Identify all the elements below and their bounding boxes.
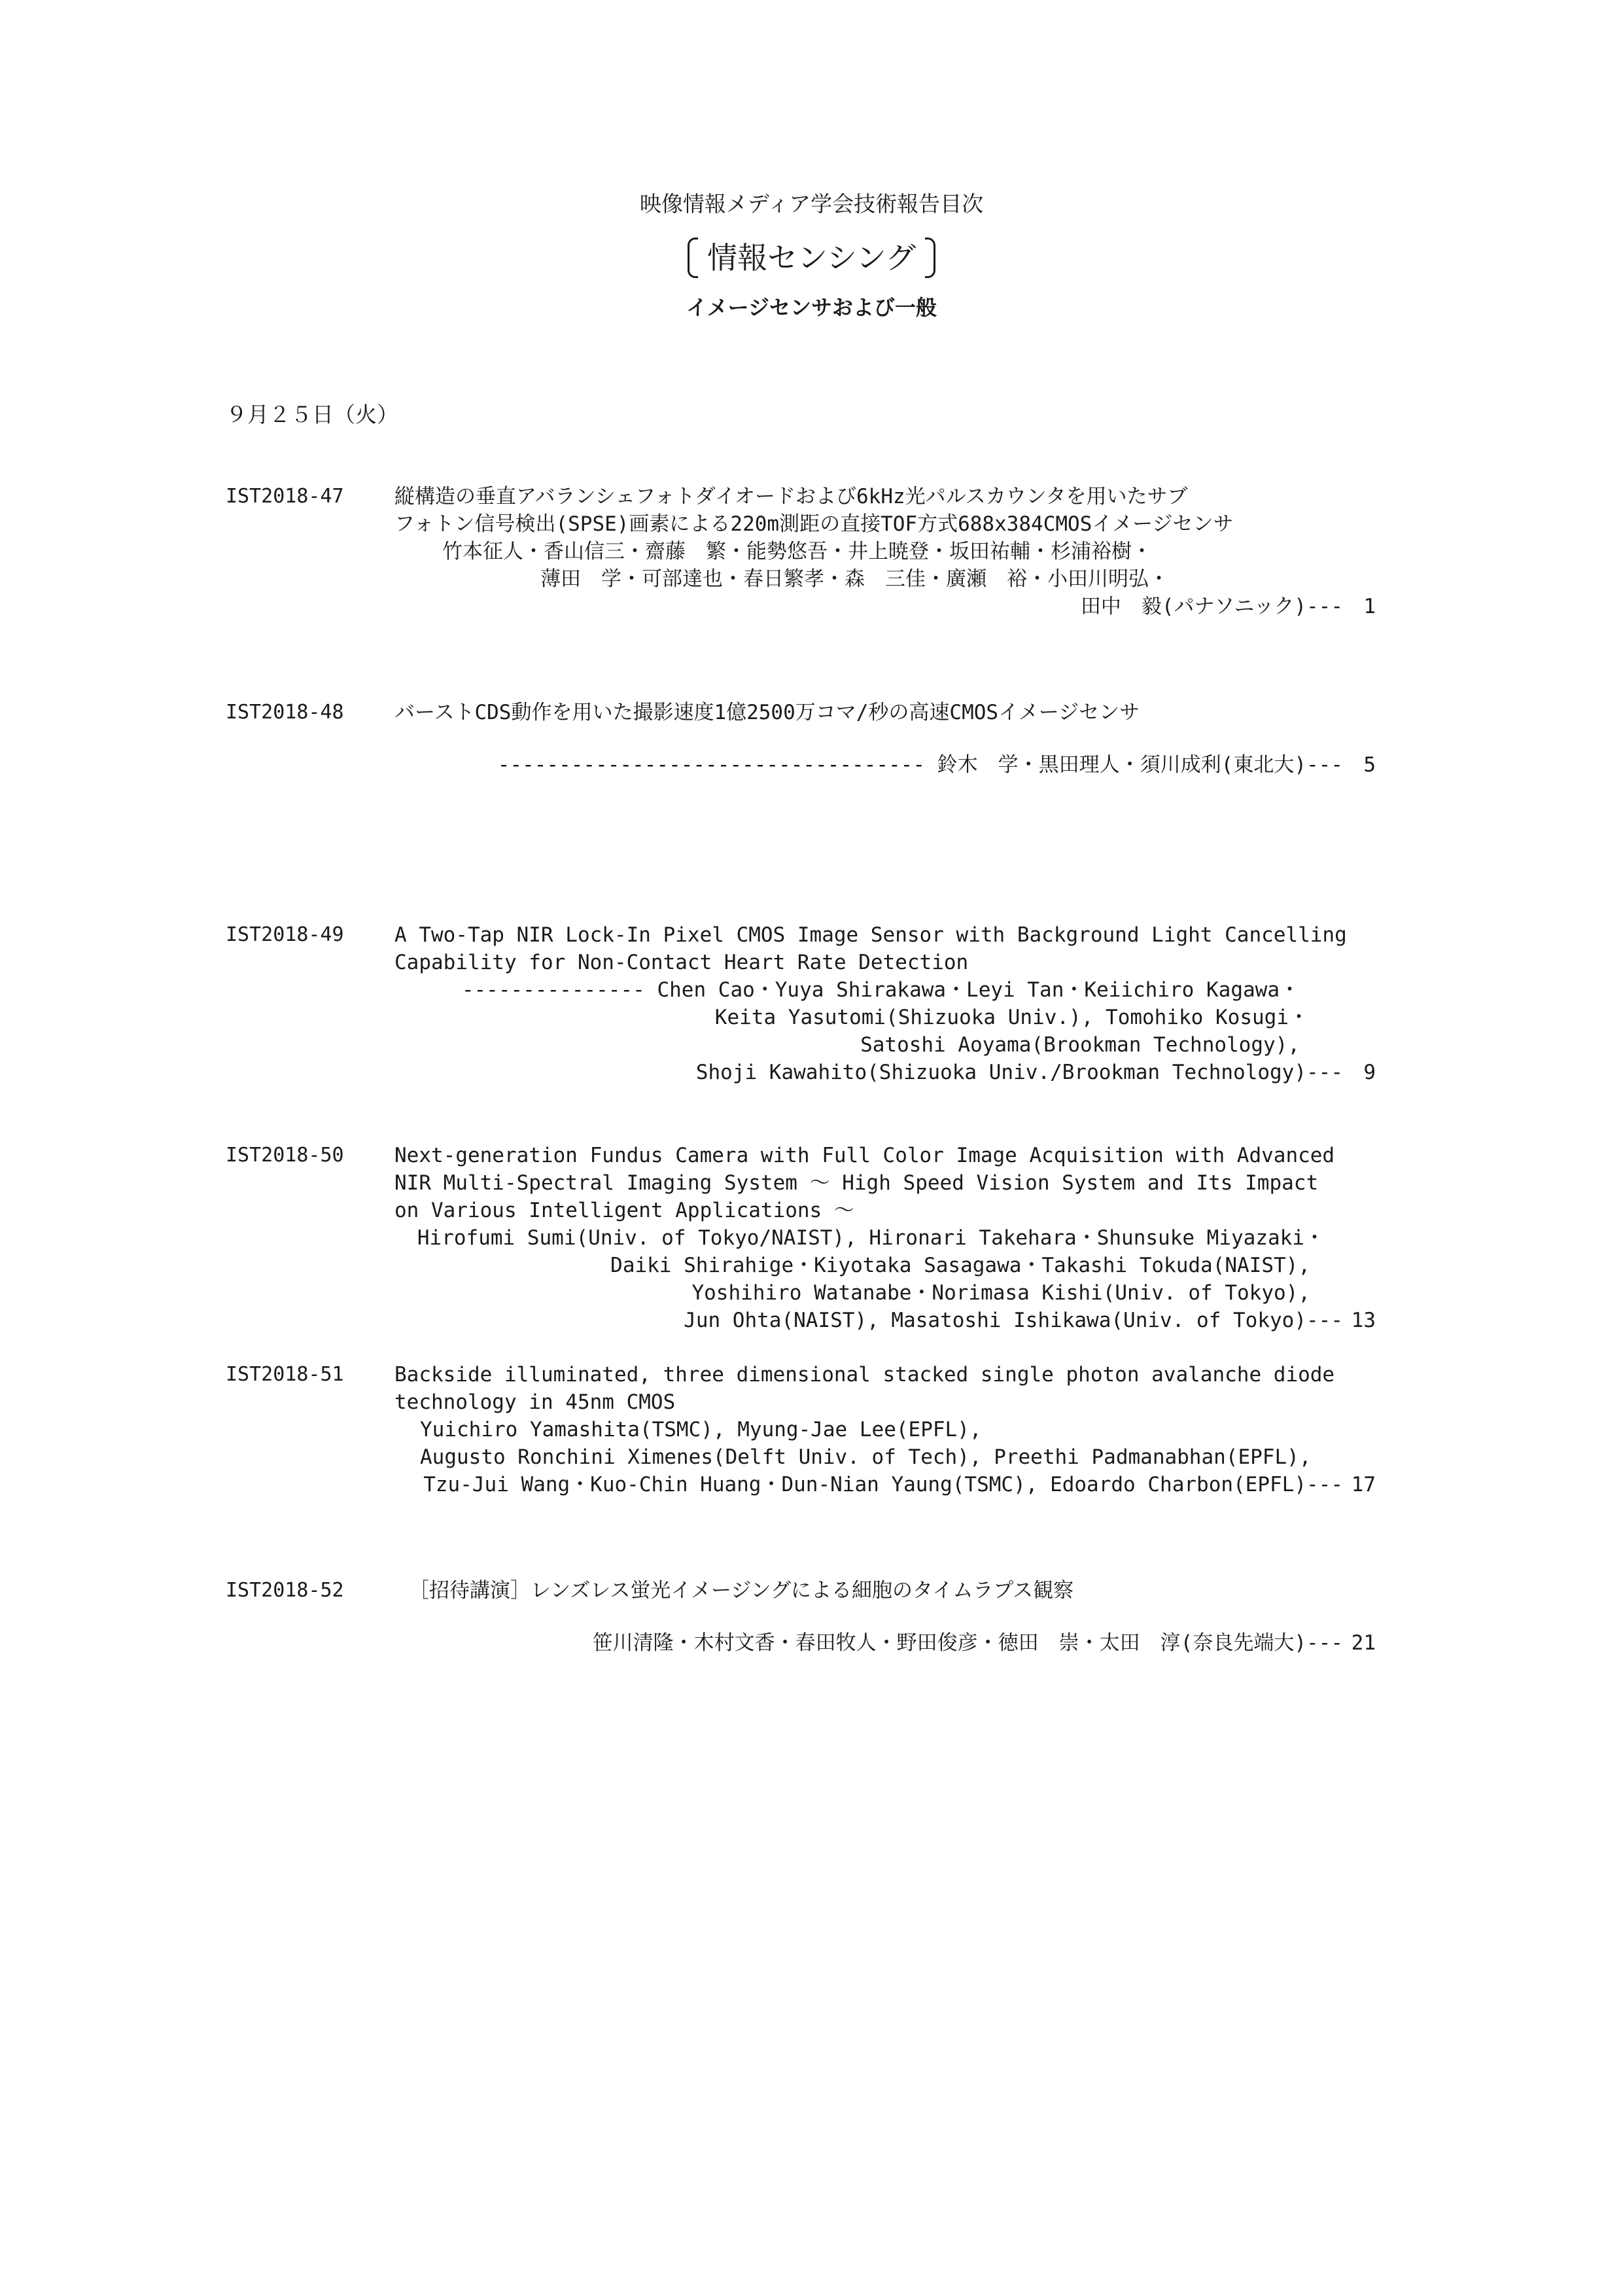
entry-author-line: Yoshihiro Watanabe・Norimasa Kishi(Univ. of Tokyo),	[691, 1281, 1310, 1305]
entry-title-line: A Two-Tap NIR Lock-In Pixel CMOS Image Sensor with Background Light Cancelling	[394, 923, 1347, 947]
entry-title-line: バーストCDS動作を用いた撮影速度1億2500万コマ/秒の高速CMOSイメージセンサ	[394, 701, 1140, 724]
entry-author-line: --------------- Chen Cao・Yuya Shirakawa・Leyi Tan・Keiichiro Kagawa・	[461, 978, 1300, 1002]
entry-author-line: Satoshi Aoyama(Brookman Technology),	[860, 1033, 1300, 1057]
entry-author-line: ----------------------------------- 鈴木 学・黒田理人・須川成利(東北大)---	[497, 753, 1343, 777]
entry-author-line: 笹川清隆・木村文香・春田牧人・野田俊彦・徳田 崇・太田 淳(奈良先端大)---	[592, 1631, 1343, 1655]
right-bracket-icon	[925, 238, 935, 278]
session-date: ９月２５日（火）	[226, 402, 398, 427]
entry-author-line: Augusto Ronchini Ximenes(Delft Univ. of Tech), Preethi Padmanabhan(EPFL),	[420, 1445, 1312, 1469]
entry-title-line: on Various Intelligent Applications ～	[394, 1199, 854, 1222]
entry-author-line: Daiki Shirahige・Kiyotaka Sasagawa・Takashi Tokuda(NAIST),	[610, 1254, 1310, 1277]
group-name: 情報センシング	[707, 240, 916, 275]
entry-title-line: Capability for Non-Contact Heart Rate Detection	[394, 951, 969, 974]
entry-page-number: 1	[1363, 595, 1376, 618]
entry-author-line: Keita Yasutomi(Shizuoka Univ.), Tomohiko Kosugi・	[714, 1006, 1309, 1029]
entry-title-line: Next-generation Fundus Camera with Full Color Image Acquisition with Advanced	[394, 1144, 1335, 1167]
entry-page-number: 21	[1351, 1631, 1376, 1655]
entry-author-line: Tzu-Jui Wang・Kuo-Chin Huang・Dun-Nian Yaung(TSMC), Edoardo Charbon(EPFL)---	[423, 1473, 1343, 1496]
entry-id: IST2018-49	[226, 923, 344, 946]
entry-author-line: Shoji Kawahito(Shizuoka Univ./Brookman Technology)---	[695, 1061, 1343, 1084]
entry-author-line: 竹本征人・香山信三・齋藤 繁・能勢悠吾・井上暁登・坂田祐輔・杉浦裕樹・	[442, 540, 1152, 563]
entry-id: IST2018-50	[226, 1144, 344, 1167]
entry-title-line: NIR Multi-Spectral Imaging System ～ High Speed Vision System and Its Impact	[394, 1171, 1319, 1195]
entry-author-line: Yuichiro Yamashita(TSMC), Myung-Jae Lee(EPFL),	[420, 1418, 982, 1441]
entry-title-line: フォトン信号検出(SPSE)画素による220m測距の直接TOF方式688x384CMOSイメージセンサ	[394, 512, 1234, 536]
entry-page-number: 13	[1351, 1309, 1376, 1332]
entry-author-line: Jun Ohta(NAIST), Masatoshi Ishikawa(Univ. of Tokyo)---	[684, 1309, 1343, 1332]
entry-title-line: ［招待講演］レンズレス蛍光イメージングによる細胞のタイムラプス観察	[409, 1579, 1074, 1602]
entry-author-line: 田中 毅(パナソニック)---	[1080, 595, 1343, 618]
session-subtitle: イメージセンサおよび一般	[686, 295, 937, 320]
entry-id: IST2018-52	[226, 1579, 344, 1602]
entry-page-number: 9	[1363, 1061, 1376, 1084]
entry-id: IST2018-47	[226, 485, 344, 508]
entry-id: IST2018-51	[226, 1363, 344, 1386]
entry-title-line: Backside illuminated, three dimensional stacked single photon avalanche diode	[394, 1363, 1335, 1386]
group-title	[0, 232, 1623, 278]
entry-page-number: 17	[1351, 1473, 1376, 1496]
entry-title-line: technology in 45nm CMOS	[394, 1390, 676, 1414]
entry-page-number: 5	[1363, 753, 1376, 777]
entry-author-line: 薄田 学・可部達也・春日繁孝・森 三佳・廣瀬 裕・小田川明弘・	[540, 567, 1169, 591]
left-bracket-icon	[688, 238, 698, 278]
society-title: 映像情報メディア学会技術報告目次	[639, 191, 984, 217]
entry-title-line: 縦構造の垂直アバランシェフォトダイオードおよび6kHz光パルスカウンタを用いたサブ	[394, 485, 1188, 508]
entry-id: IST2018-48	[226, 701, 344, 724]
entry-author-line: Hirofumi Sumi(Univ. of Tokyo/NAIST), Hironari Takehara・Shunsuke Miyazaki・	[417, 1226, 1325, 1250]
